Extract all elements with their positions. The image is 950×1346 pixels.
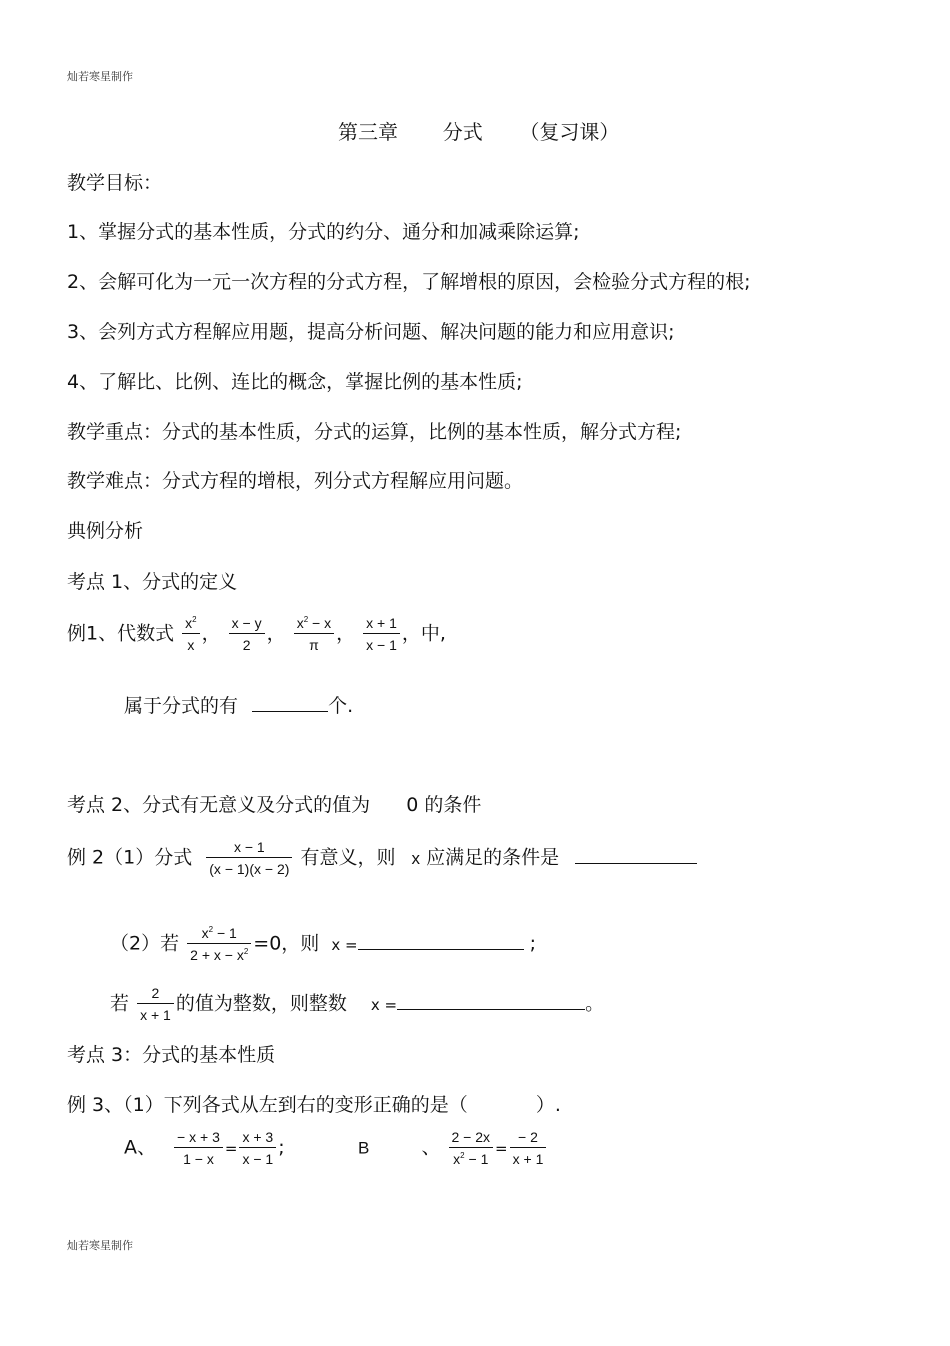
option-a-right-fraction: $\frac{x + 3}{x - 1}$ xyxy=(239,1130,276,1166)
page-title xyxy=(338,116,619,145)
footer-watermark: 灿若寒星制作 xyxy=(67,1239,133,1252)
example1-answer-blank[interactable] xyxy=(252,693,328,712)
example1-suffix: ，中, xyxy=(401,622,446,645)
example1-line: 例1、代数式 $\frac{x^2}{x}$ ， $\frac{x - y}{2}$ ， $\frac{x^2 - x}{\pi}$ ， $\frac{x + 1}{x - 1}$ ，中, xyxy=(67,615,446,653)
point3-heading: 考点 3：分式的基本性质 xyxy=(67,1044,276,1066)
example2c-line: 若 $\frac{2}{x + 1}$ 的值为整数，则整数 x = 。 xyxy=(110,985,605,1023)
example3-line: 例 3、（1）下列各式从左到右的变形正确的是（ ）. xyxy=(67,1094,561,1116)
difficult-points: 教学难点：分式方程的增根，列分式方程解应用问题。 xyxy=(67,470,524,492)
example2-line: 例 2（1）分式 $\frac{x - 1}{(x - 1)(x - 2)}$ 有意义，则 x 应满足的条件是 xyxy=(67,840,697,876)
objective-item-4: 4、了解比、比例、连比的概念，掌握比例的基本性质; xyxy=(67,371,523,393)
option-b: B 、 $\frac{2 - 2x}{x^2 - 1}$ = $\frac{- 2}{x + 1}$ xyxy=(358,1130,548,1166)
fraction-example2c: $\frac{2}{x + 1}$ xyxy=(137,986,174,1022)
example1-question: 属于分式的有 个. xyxy=(124,695,354,717)
key-points: 教学重点：分式的基本性质，分式的运算，比例的基本性质，解分式方程; xyxy=(67,421,682,443)
title-chapter: 第三章 xyxy=(338,120,398,144)
point1-heading: 考点 1、分式的定义 xyxy=(67,571,238,593)
fraction-x2-minus-x-over-pi: $\frac{x^2 - x}{\pi}$ xyxy=(294,616,334,652)
option-a: A、 $\frac{- x + 3}{1 - x}$ = $\frac{x + 3}{x - 1}$ ; xyxy=(124,1129,285,1167)
examples-heading: 典例分析 xyxy=(67,520,144,542)
example2b-answer-blank[interactable] xyxy=(358,931,524,950)
option-a-left-fraction: $\frac{- x + 3}{1 - x}$ xyxy=(174,1130,223,1166)
option-b-left-fraction: $\frac{2 - 2x}{x^2 - 1}$ xyxy=(449,1130,494,1166)
fraction-x-plus-1-over-x-minus-1: $\frac{x + 1}{x - 1}$ xyxy=(363,616,400,652)
fraction-example2b: $\frac{x^2 - 1}{2 + x - x^2}$ xyxy=(187,926,251,962)
point2-heading: 考点 2、分式有无意义及分式的值为 0 的条件 xyxy=(67,794,482,816)
example2-answer-blank[interactable] xyxy=(575,845,697,864)
fraction-x-minus-y-over-2: $\frac{x - y}{2}$ xyxy=(229,616,265,652)
example2c-answer-blank[interactable] xyxy=(397,991,585,1010)
objective-item-2: 2、会解可化为一元一次方程的分式方程，了解增根的原因，会检验分式方程的根; xyxy=(67,271,751,293)
objectives-heading: 教学目标： xyxy=(67,172,163,194)
example2b-line: （2）若 $\frac{x^2 - 1}{2 + x - x^2}$ =0，则 x = ; xyxy=(110,925,537,963)
objective-item-1: 1、掌握分式的基本性质，分式的约分、通分和加减乘除运算; xyxy=(67,221,580,243)
example1-label: 例1、代数式 xyxy=(67,622,175,645)
title-type: （复习课） xyxy=(519,120,620,144)
fraction-x2-over-x: $\frac{x^2}{x}$ xyxy=(182,616,199,652)
option-b-right-fraction: $\frac{- 2}{x + 1}$ xyxy=(510,1130,547,1166)
objective-item-3: 3、会列方式方程解应用题，提高分析问题、解决问题的能力和应用意识; xyxy=(67,321,675,343)
title-topic: 分式 xyxy=(442,120,483,144)
header-watermark: 灿若寒星制作 xyxy=(67,70,133,83)
fraction-example2: $\frac{x - 1}{(x - 1)(x - 2)}$ xyxy=(206,840,292,876)
